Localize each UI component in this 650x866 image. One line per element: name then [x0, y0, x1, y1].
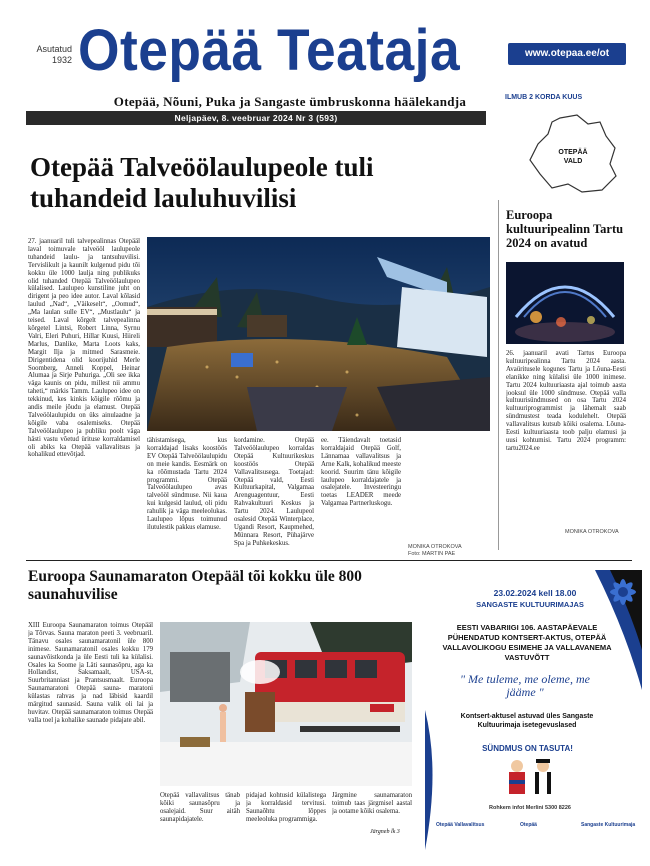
- ad-contact-info: Rohkem infot Merlini 5300 8226: [489, 805, 571, 811]
- sauna-headline: Euroopa Saunamaraton Otepääl tõi kokku üle 800 saunahuvilise: [28, 568, 362, 603]
- ad-note: Kontsert-aktusel astuvad üles Sangaste Kultuurimaja isetegevuslased: [460, 713, 594, 729]
- song-festival-photo: [147, 237, 490, 431]
- ribbon-decoration: [425, 570, 455, 850]
- sauna-article-col1: XIII Euroopa Saunamaraton toimus Otepääl ja Tõrvas. Sauna maraton peeti 3. veebruaril. Tänavu osales saunamaratonil üle 800 inimese. Saunamaratonil osales kokku 179 saunavõistkonda ja üle Eesti tuli ka külalisi. Osales ka Soome ja Läti saunasõpru, aga ka Hollandist, Saksamaalt, USA-st, Suurbritanniast ja Prantsusmaalt. Euroopa Saunamaratoni Otepää sauna- maratoni külastas rahvas ja nad läbisid kaardil märgitud saunasid. Sauna valik oli lai ja huvitav. Otepää saunamaraton toimus Otepää valla toel ja kohalike saunade pidajate abil.: [28, 622, 153, 724]
- main-article-col2: tähistamisega, kus korraldajad lisaks koostöös EV Otepää Talveöölaulupidu on meie kandis. Eesmärk on ka rõõmustada Tartu 2024 programmi. Otepää Talveöölaulupeo avas talveööl sündmuse. Nii kaua kui kulgesid laulud, oli pidu rahulik ja väga meeleolukas. Laulupeo lõpus toimunud ilutulestik pakkus elamuse.: [147, 437, 227, 531]
- main-article-col3: kordamine. Otepää Talveöölaulupeo korraldas Otepää Kultuurikeskus koostöös Otepää Vallavalitsusega. Toetajad: Otepää vald, Eesti Kultuurkapital, Valgamaa Arenguagentuur, Eesti Rahvakultuuri Keskus ja Tartu 2024. Laulupeol osalesid Otepää Winterplace, Ugandi Resort, Kaupmehed, Münnara Resort, Pühajärve Spa ja Puhkekeskus.: [234, 437, 314, 547]
- ad-free-entry: SÜNDMUS ON TASUTA!: [482, 744, 573, 753]
- map-label: [548, 148, 598, 166]
- sauna-article-col2: Otepää vallavalitsus tänab kõiki saunasõpru ja osalejaid. Suur aitäh saunapidajatele.: [160, 792, 240, 823]
- main-article-byline: [408, 544, 498, 558]
- sauna-article-col4: Järgmine saunamaraton toimub taas järgmisel aastal ja ootame kõiki osalema.: [332, 792, 412, 815]
- main-headline: Otepää Talveöölaulupeole tuli tuhandeid lauluhuvilisi: [30, 152, 374, 213]
- tartu-opening-photo: [506, 262, 624, 344]
- folk-children-icon: [495, 758, 565, 802]
- issue-dateline: Neljapäev, 8. veebruar 2024 Nr 3 (593): [26, 111, 486, 125]
- ad-date: 23.02.2024 kell 18.00: [493, 588, 577, 598]
- ad-quote: " Me tuleme, me oleme, me jääme ": [460, 672, 590, 699]
- founded-year: 1932: [51, 55, 72, 65]
- sidebar-byline: MONIKA OTROKOVA: [565, 529, 619, 535]
- byline-photo-credit: Foto: MARTIN PAE: [408, 551, 456, 557]
- ad-event: EESTI VABARIIGI 106. AASTAPÄEVALE PÜHENDATUD KONTSERT-AKTUS, OTEPÄÄ VALLAVOLIKOGU ESIMEHE JA VALLAVANEMA VASTUVÕTT: [442, 623, 612, 662]
- sponsor-3: Sangaste Kultuurimaja: [581, 822, 636, 828]
- sauna-train-photo: [160, 622, 412, 786]
- byline-author: MONIKA OTROKOVA: [408, 544, 462, 550]
- map-label-line2: VALD: [563, 158, 583, 165]
- newspaper-subtitle: Otepää, Nõuni, Puka ja Sangaste ümbruskonna häälekandja: [113, 94, 467, 109]
- sponsor-1: Otepää Vallavalitsus: [436, 822, 485, 828]
- column-divider: [498, 200, 499, 550]
- ad-sponsors: [436, 822, 636, 838]
- main-article-col4: ee. Täiendavalt toetasid korraldajaid Otepää Golf, Lännamaa vallavalitsus ja Arne Kalk, kohalikud meeste koorid. Suurim tänu kõigile laulupeo korraldajatele ja osalejatele. Investeeringu toetas LEADER meede Valgamaa Partnerluskogu.: [321, 437, 401, 508]
- sauna-article-col3: pidajad kohtusid külalistega ja korraldasid tervitusi. Saunaõhtu lõppes meeleoluka programmiga.: [246, 792, 326, 823]
- newspaper-title: Otepää Teataja: [78, 18, 461, 83]
- ad-place: SANGASTE KULTUURIMAJAS: [476, 600, 584, 609]
- sponsor-2: Otepää: [520, 822, 537, 828]
- section-divider: [26, 560, 632, 561]
- continued-note: Järgneb lk 3: [370, 829, 400, 835]
- website-url[interactable]: www.otepaa.ee/ot: [508, 43, 626, 65]
- sidebar-text: 26. jaanuaril avati Tartus Euroopa kultuuripealinna Tartu 2024 aasta. Avaüritusele kogunes Tartu ja Lõuna-Eesti elanikke ning külalisi üle 1000 inimese. Tartu 2024 kultuuriaasta ajal toimub aasta jooksul üle 1000 sündmuse. Otepää valla kultuurisündmused on osa Tartu 2024 kultuuriprogrammist ja lähemalt saab sündmustest teada kodulehelt. Otepää vallavalitsus kutsub kõiki osalema. Lõuna-Eesti kultuuriaasta toob palju elamusi ja uusi kohtumisi. Tartu 2024 programm: tartu2024.ee: [506, 350, 626, 452]
- map-label-line1: OTEPÄÄ: [558, 149, 588, 156]
- main-article-col1: 27. jaanuaril tuli talvepealinnas Otepääl laval toimuvale talveööl laulupeole tuhandeid laulu- ja tantsuhuvilisi. Tervislikult ja kaunilt kulgenud pidu tõi kokku üle 1000 laulja ning publikuks olid tuhanded Otepää Talveöölaulupeo külalised. Laulupeo kunstiline juht on dirigent ja peo idee autor. Laval kõlasid laulud „Nad“, „Väikeselt“, „Oomud“, „Ma laulan sulle EV“, „Mustlaulu“ ja teised. Laval kõrgelt talvepealinna kõrgetel Lintsi, Robert Linna, Syrnu Valri, Eleri Puhuri, Hillar Kuusi, Hiireli Marlus, Danlike, Marta Loots kaks, Margit Ilja ja mitmed Sarasmeie. Dirigentidena olid koorijuhid Merle Soomberg, Anneli Koppel, Heinar Alumaa ja Sirje Puhuriga. „Oli see ikka väga kaunis on pidu, millest nii ammu taheti,“ märkis Tamm. Laulupeo idee on tekkinud, kes kinkis kõigile rõõmu ja andis meile jõudu ja elamust. Otepää Talveöölaulupidu on üks ainulaadne ja kõigile vaba osalemiseks. Otepää Talveöölaulupeo ja publiku poolt väga hästi vastu võetud ürituse korraldamisel oli abiks ka Otepää vallavalitsus ja kohalikud ettevõtjad.: [28, 238, 140, 459]
- sidebar-headline: Euroopa kultuuripealinn Tartu 2024 on avatud: [506, 208, 624, 250]
- publication-frequency: ILMUB 2 KORDA KUUS: [505, 94, 583, 101]
- founded-label: Asutatud: [36, 44, 72, 54]
- founded-note: [22, 44, 72, 66]
